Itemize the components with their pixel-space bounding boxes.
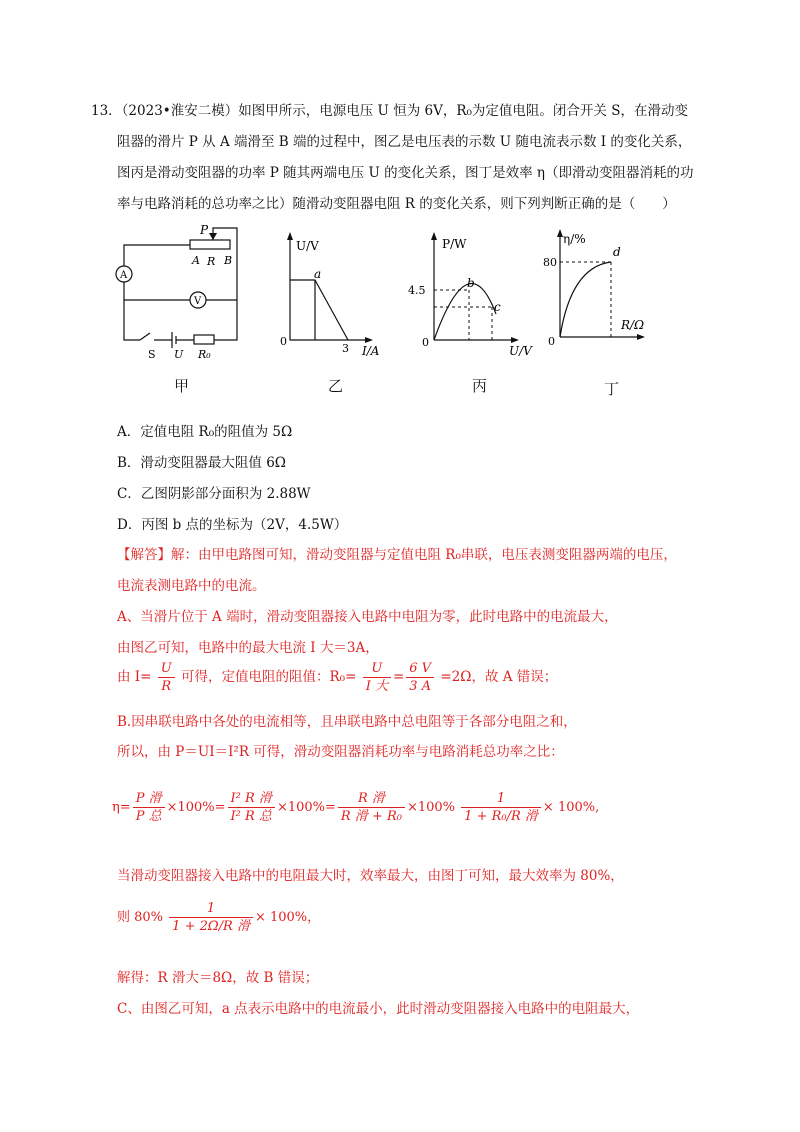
bing-xlabel: U/V bbox=[509, 344, 532, 358]
shaded-area bbox=[290, 280, 315, 340]
ammeter-label: A bbox=[120, 270, 128, 281]
option-a: A．定值电阻 R₀的阻值为 5Ω bbox=[117, 424, 293, 440]
option-c: C．乙图阴影部分面积为 2.88W bbox=[117, 486, 311, 502]
question-line-2: 阻器的滑片 P 从 A 端滑至 B 端的过程中，图乙是电压表的示数 U 随电流表示数 I 的变化关系， bbox=[117, 134, 692, 150]
option-d: D．丙图 b 点的坐标为（2V，4.5W） bbox=[117, 517, 348, 533]
answer-line-2: 电流表测电路中的电流。 bbox=[117, 578, 266, 594]
rheostat-body bbox=[190, 240, 230, 249]
label-a: A bbox=[192, 254, 200, 267]
yi-point-a: a bbox=[314, 267, 322, 281]
question-line-1: 13．（2023•淮安二模）如图甲所示，电源电压 U 恒为 6V，R₀为定值电阻。闭合开关 S，在滑动变 bbox=[91, 103, 688, 119]
graph-bing bbox=[404, 228, 539, 363]
bing-point-b: b bbox=[467, 276, 475, 290]
resistor-r0 bbox=[194, 335, 214, 344]
ding-ylabel: η/% bbox=[563, 232, 586, 246]
answer-line-6: B.因串联电路中各处的电流相等，且串联电路中总电阻等于各部分电阻之和， bbox=[117, 714, 577, 730]
slider-arrow bbox=[209, 233, 217, 240]
l10-pre: 则 80% bbox=[117, 910, 164, 925]
bing-origin: 0 bbox=[422, 336, 429, 349]
answer-line-9: 当滑动变阻器接入电路中的电阻最大时，效率最大，由图丁可知，最大效率为 80%， bbox=[117, 868, 624, 884]
ding-ytick: 80 bbox=[543, 256, 557, 269]
answer-line-12: C、由图乙可知，a 点表示电路中的电流最小，此时滑动变阻器接入电路中的电阻最大， bbox=[117, 1001, 640, 1017]
frac-i2r: $\frac{\text{I² R 滑}}{\text{I² R 总}}$ bbox=[228, 790, 275, 825]
label-r: R bbox=[207, 255, 216, 268]
pct-last: 100%, bbox=[557, 800, 600, 815]
label-r0: R₀ bbox=[198, 348, 211, 361]
label-p: P bbox=[200, 223, 209, 237]
eta-prefix: η= bbox=[112, 800, 131, 815]
pct-1: ×100%= bbox=[166, 800, 226, 815]
l5-mid: 可得，定值电阻的阻值：R₀= bbox=[181, 669, 357, 685]
fraction-6v-over-3a: $\frac{6 V}{3 A}$ bbox=[406, 660, 434, 695]
fraction-u-over-imax: $\frac{U}{\text{I 大}}$ bbox=[363, 660, 391, 695]
caption-yi: 乙 bbox=[328, 377, 344, 395]
graph-ding bbox=[545, 225, 655, 355]
option-b: B．滑动变阻器最大阻值 6Ω bbox=[117, 455, 286, 471]
power-curve bbox=[434, 284, 496, 340]
answer-line-1 bbox=[117, 543, 717, 563]
frac-1-over: $\frac{1}{\text{1 + R₀/R 滑}}$ bbox=[461, 790, 541, 825]
eta-formula: η= $\frac{\text{P 滑}}{\text{P 总}}$ ×100%= $\frac{\text{I² R 滑}}{\text{I² R 总}}$ ×100%= $\frac{\text{R 滑}}{\text{R 滑 + R₀}}$ ×100% $\frac{1}{\text{1 + R₀/R 滑}}$ × 100%, bbox=[112, 791, 600, 824]
l5-post: =2Ω，故 A 错误； bbox=[440, 669, 558, 685]
frac-1-over-2ohm: $\frac{1}{\text{1 + 2Ω/R 滑}}$ bbox=[169, 900, 253, 935]
l5-pre: 由 I= bbox=[117, 669, 152, 685]
yi-xlabel: I/A bbox=[362, 344, 380, 358]
voltmeter-label: V bbox=[194, 296, 202, 307]
yi-ylabel: U/V bbox=[296, 239, 319, 253]
ding-xlabel: R/Ω bbox=[621, 318, 645, 332]
l10-post: 100%， bbox=[269, 910, 321, 925]
caption-bing: 丙 bbox=[472, 377, 488, 395]
caption-ding: 丁 bbox=[604, 380, 620, 398]
bing-ytick: 4.5 bbox=[408, 284, 426, 297]
bing-ylabel: P/W bbox=[442, 237, 467, 251]
efficiency-curve bbox=[560, 262, 611, 337]
question-text bbox=[91, 96, 697, 220]
ding-origin: 0 bbox=[548, 335, 555, 348]
question-line-4: 率与电路消耗的总功率之比）随滑动变阻器电阻 R 的变化关系，则下列判断正确的是（ ） bbox=[117, 196, 676, 212]
label-u: U bbox=[174, 348, 184, 361]
graph-yi bbox=[278, 228, 393, 363]
pct-3: ×100% bbox=[406, 800, 456, 815]
pct-2: ×100%= bbox=[276, 800, 336, 815]
answer-tag: 【解答】 bbox=[117, 547, 171, 563]
question-line-3: 图丙是滑动变阻器的功率 P 随其两端电压 U 的变化关系，图丁是效率 η（即滑动变阻器消耗的功 bbox=[117, 165, 694, 181]
ding-point-d: d bbox=[613, 245, 621, 259]
fraction-u-over-r: $\frac{U}{R}$ bbox=[158, 660, 175, 695]
label-b: B bbox=[224, 254, 233, 267]
label-s: S bbox=[148, 348, 156, 361]
answer-line-10: 则 80% $\frac{1}{\text{1 + 2Ω/R 滑}}$ × 100%， bbox=[117, 901, 321, 934]
answer-line-11: 解得：R 滑大＝8Ω，故 B 错误； bbox=[117, 970, 319, 986]
answer-line-5: 由 I= $\frac{U}{R}$ 可得，定值电阻的阻值：R₀= $\frac{U}{\text{I 大}}$ = $\frac{6 V}{3 A}$ =2Ω，故 A 错误； bbox=[117, 661, 558, 694]
answer-line-3: A、当滑片位于 A 端时，滑动变阻器接入电路中电阻为零，此时电路中的电流最大， bbox=[117, 609, 618, 625]
yi-origin: 0 bbox=[280, 335, 287, 348]
answer-text-1: 解：由甲电路图可知，滑动变阻器与定值电阻 R₀串联，电压表测变阻器两端的电压， bbox=[171, 547, 677, 563]
frac-r: $\frac{\text{R 滑}}{\text{R 滑 + R₀}}$ bbox=[338, 790, 405, 825]
circuit-diagram-jia bbox=[110, 218, 245, 363]
caption-jia: 甲 bbox=[174, 377, 190, 395]
yi-xtick: 3 bbox=[342, 342, 349, 355]
frac-p: $\frac{\text{P 滑}}{\text{P 总}}$ bbox=[133, 790, 165, 825]
answer-line-7: 所以，由 P＝UI＝I²R 可得，滑动变阻器消耗功率与电路消耗总功率之比： bbox=[117, 744, 564, 760]
bing-point-c: c bbox=[494, 300, 501, 314]
answer-line-4: 由图乙可知，电路中的最大电流 I 大＝3A， bbox=[117, 640, 379, 656]
